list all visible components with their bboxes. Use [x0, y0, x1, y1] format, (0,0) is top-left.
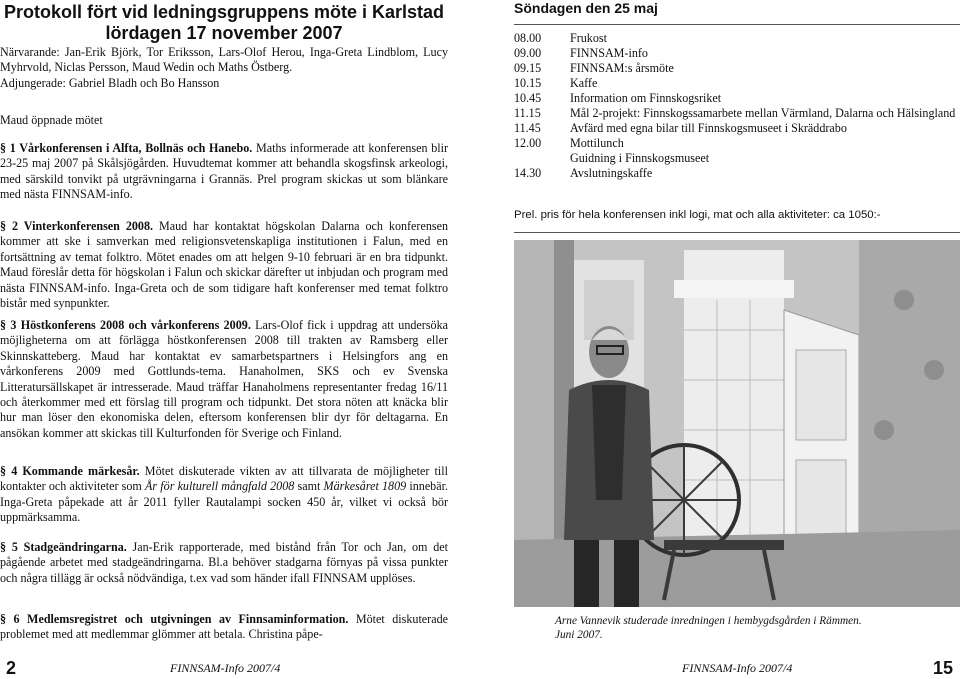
section-4-italic-2: Märkesåret 1809 — [323, 479, 407, 494]
schedule-row — [514, 166, 960, 181]
section-3 — [0, 318, 448, 441]
schedule-time — [514, 151, 570, 166]
schedule-item: Kaffe — [570, 76, 598, 90]
schedule-time: 11.15 — [514, 106, 541, 120]
schedule-item: Avfärd med egna bilar till Finnskogsmuseet i Skräddrabo — [570, 121, 847, 135]
schedule-row — [514, 91, 960, 106]
schedule-row — [514, 76, 960, 91]
right-footer-publication: FINNSAM-Info 2007/4 — [682, 661, 793, 675]
page-title — [0, 2, 448, 44]
schedule-row — [514, 136, 960, 151]
schedule-item: Mottilunch — [570, 136, 624, 150]
schedule-time: 08.00 — [514, 31, 542, 45]
schedule-row — [514, 61, 960, 76]
section-1-heading: § 1 Vårkonferensen i Alfta, Bollnäs och Hanebo. — [0, 141, 253, 155]
left-footer-publication: FINNSAM-Info 2007/4 — [170, 661, 281, 675]
schedule-time: 09.15 — [514, 61, 542, 75]
section-2-body: Maud har kontaktat högskolan Dalarna och konferensen kommer att ske i samverkan med religionsvetenskapliga institutionen i Falun, med en fortsättning av temat folktro. Mötet enades om att helgen 9-10 februari är en bra tidpunkt. Maud föreslår detta för högskolan i Falun och skickar därefter ut inbjudan och program med nästa FINNSAM-info. Inga-Greta och de som tidigare haft konferenser med temat folktro bistår med synpunkter. — [0, 219, 448, 311]
right-page-number: 15 — [933, 658, 954, 678]
title-line-1: Protokoll fört vid ledningsgruppens möte i Karlstad — [3, 2, 445, 22]
section-6-body: Mötet diskuterade problemet med att medlemmar glömmer att betala. Christina påpe- — [0, 612, 448, 642]
schedule-item: Avslutningskaffe — [570, 166, 653, 180]
caption-line-1: Arne Vannevik studerade inredningen i hembygdsgården i Rämmen. — [555, 615, 862, 627]
schedule-time: 14.30 — [514, 166, 542, 180]
schedule-row — [514, 151, 960, 166]
section-2 — [0, 219, 448, 311]
section-5 — [0, 540, 448, 586]
schedule-time: 09.00 — [514, 46, 542, 60]
schedule-time: 10.45 — [514, 91, 542, 105]
left-column — [0, 0, 448, 44]
attendees-block — [0, 45, 448, 91]
section-4 — [0, 464, 448, 526]
schedule-item: Mål 2-projekt: Finnskogssamarbete mellan Värmland, Dalarna och Hälsingland — [570, 106, 956, 120]
opening-block — [0, 113, 448, 128]
schedule-row — [514, 31, 960, 46]
interior-photo — [514, 240, 960, 607]
schedule-item: Information om Finnskogsriket — [570, 91, 722, 105]
photo-caption — [555, 614, 935, 642]
heading-rule — [514, 24, 960, 25]
section-6-heading: § 6 Medlemsregistret och utgivningen av Finnsaminformation. — [0, 612, 349, 626]
present-paragraph: Närvarande: Jan-Erik Björk, Tor Eriksson, Lars-Olof Herou, Inga-Greta Lindblom, Lucy Myhrvold, Niclas Persson, Maud Wedin och Maths Östberg. — [0, 45, 448, 75]
schedule-time: 10.15 — [514, 76, 542, 90]
schedule-item: FINNSAM:s årsmöte — [570, 61, 674, 75]
section-1-body: Maths informerade att konferensen blir 23-25 maj 2007 på Skålsjögården. Huvudtemat kommer att behandla skogsfinsk arkeologi, med särskild tonvikt på utgrävningarna i Grannäs. Prel program skickas ut som blänkare med nästa FINNSAM-info. — [0, 141, 448, 202]
schedule-time: 11.45 — [514, 121, 541, 135]
section-4-body-c: innebär. Inga-Greta påpekade att år 2011 fyller Rautalampi socken 450 år, vilket vi också bör uppmärksamma. — [0, 479, 448, 525]
section-3-body: Lars-Olof fick i uppdrag att undersöka möjligheterna om att förlägga höstkonferensen 2008 till trakten av Ramsberg eller Skinnskatteberg. Maud har kontaktat ev samarbetspartners i Helsingfors ang en vårkonferens 2009 med Gottlunds-tema. Hanaholmen, SKS och ev Svenska Litteratursällskapet är intresserade. Maud träffar Hanaholmens representanter fredag 16/11 och återkommer med ett förslag till program och tidpunkt. Det stora nöten att knäcka blir hur man löser den ekonomiska delen, eftersom konferensen blir dyr för deltagarna. En ansökan kommer att skickas till Kulturfonden för Sverige och Finland. — [0, 318, 448, 440]
section-3-heading: § 3 Höstkonferens 2008 och vårkonferens 2009. — [0, 318, 251, 332]
caption-line-2: Juni 2007. — [555, 629, 603, 641]
title-line-2: lördagen 17 november 2007 — [105, 23, 343, 43]
section-4-italic-1: År för kulturell mångfald 2008 — [145, 479, 295, 494]
opened-paragraph: Maud öppnade mötet — [0, 113, 103, 127]
schedule-row — [514, 121, 960, 136]
section-4-body-a: Mötet diskuterade vikten av att tillvarata de möjligheter till kontakter och aktiviteter som — [0, 464, 448, 494]
schedule-list — [514, 31, 960, 181]
section-5-heading: § 5 Stadgeändringarna. — [0, 540, 127, 554]
schedule-heading: Söndagen den 25 maj — [514, 0, 658, 16]
section-6 — [0, 612, 448, 643]
price-rule — [514, 232, 960, 233]
schedule-time: 12.00 — [514, 136, 542, 150]
section-5-body: Jan-Erik rapporterade, med bistånd från Tor och Jan, om det pågående arbetet med stadgeändringarna. Bl.a behöver stadgarna förnyas på vissa punkter och några tillägg är också nödvändiga, t.ex vad som händer ifall FINNSAM upplöses. — [0, 540, 448, 585]
schedule-item: Frukost — [570, 31, 607, 45]
adjoined-paragraph: Adjungerade: Gabriel Bladh och Bo Hansson — [0, 75, 220, 90]
left-page-number: 2 — [6, 658, 17, 678]
schedule-row — [514, 46, 960, 61]
price-note: Prel. pris för hela konferensen inkl logi, mat och alla aktiviteter: ca 1050:- — [514, 209, 881, 221]
section-4-body-b: samt — [294, 479, 324, 494]
section-2-heading: § 2 Vinterkonferensen 2008. — [0, 219, 154, 233]
interior-photo-illustration — [514, 240, 960, 607]
section-1 — [0, 141, 448, 203]
schedule-item: Guidning i Finnskogsmuseet — [570, 151, 710, 165]
section-4-heading: § 4 Kommande märkesår. — [0, 464, 140, 478]
schedule-item: FINNSAM-info — [570, 46, 648, 60]
schedule-row — [514, 106, 960, 121]
